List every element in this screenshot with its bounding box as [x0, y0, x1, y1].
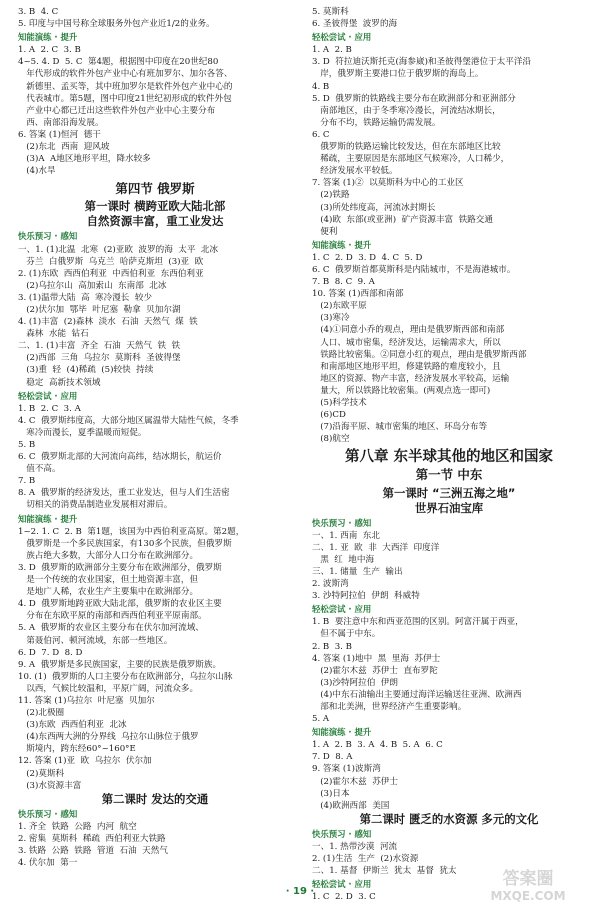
- answer-line: 第聂伯河、顿河流域，东部一些地区。: [18, 635, 173, 646]
- answer-line: 4. (1)丰富 (2)森林 淡水 石油 天然气 煤 铁: [18, 317, 198, 328]
- answer-line: 和南部地区地形平坦，修建铁路的难度较小，且: [312, 361, 501, 372]
- answer-block: [312, 6, 586, 30]
- answer-line: 部和北美洲，世界经济产生重要影响。: [312, 701, 467, 712]
- answer-block: [18, 821, 292, 869]
- answer-line: 2. 波斯湾: [312, 579, 349, 590]
- answer-line: 人口、城市密集，经济发达，运输需求大，所以: [312, 337, 501, 348]
- answer-line: 2. 密集 莫斯科 稀疏 西伯利亚大铁路: [18, 833, 166, 844]
- answer-line: 分布不均，铁路运输仍需发展。: [312, 117, 441, 128]
- answer-line: (5)科学技术: [312, 398, 367, 408]
- section-heading: 第四节 俄罗斯: [115, 181, 195, 197]
- section-heading: 第一节 中东: [415, 467, 483, 483]
- lesson-heading-line: 世界石油宝库: [414, 500, 484, 515]
- answer-line: (2)铁路: [312, 190, 350, 201]
- answer-line: (3)A A地区地形平坦，降水较多: [18, 154, 151, 165]
- answer-block: [312, 44, 586, 238]
- answer-line: 7. D 8. A: [312, 752, 353, 763]
- answer-line: 12. 答案 (1)亚 欧 乌拉尔 伏尔加: [18, 756, 152, 767]
- answer-line: 是一个传统的农业国家，但土地资源丰富，但: [18, 575, 199, 586]
- section-label: 轻松尝试 · 应用: [312, 879, 372, 890]
- answer-line: (3)所处纬度高，河流冰封期长: [312, 202, 436, 213]
- answer-line: 3. B 4. C: [18, 7, 59, 17]
- lesson-heading: [312, 486, 586, 516]
- answer-line: (2)东北 西南 迎风坡: [18, 142, 110, 153]
- left-column: [18, 6, 292, 869]
- answer-line: 2. B 3. B: [312, 641, 352, 652]
- answer-line: 3. (1)温带大陆 高 寒冷漫长 较少: [18, 292, 153, 303]
- answer-line: 1~2. 1. C 2. B 第1题，该国为中西伯利亚高原。第2题，: [18, 526, 245, 537]
- answer-block: [312, 252, 586, 446]
- answer-line: (2)霍尔木兹 苏伊士: [312, 776, 398, 787]
- answer-line: 寒冷而漫长，夏季温暖而短促。: [18, 427, 147, 438]
- answer-line: 3. 铁路 公路 铁路 管道 石油 天然气: [18, 846, 168, 856]
- answer-line: 值不高。: [18, 464, 61, 475]
- answer-line: 代表城市。第5题，图中印度21世纪初形成的软件外包: [18, 93, 232, 104]
- answer-line: 产业中心都已迁出这些软件外包产业中心主要分布: [18, 105, 216, 116]
- answer-line: 1. A 2. C 3. B: [18, 45, 81, 56]
- answer-line: (7)沿海平原、城市密集的地区、环岛分布等: [312, 422, 488, 433]
- right-column: [312, 6, 586, 903]
- watermark-en: MXQE.COM: [490, 889, 566, 903]
- answer-block: [18, 244, 292, 389]
- answer-line: 分布在东欧平原的南部和西西伯利亚平原南部。: [18, 611, 207, 622]
- answer-line: 6. 答案 (1)恒河 德干: [18, 129, 101, 140]
- answer-line: 二、1. 基督 伊斯兰 犹太 基督 犹太: [312, 866, 457, 877]
- answer-line: 三、1. 储量 生产 输出: [312, 566, 403, 577]
- answer-line: 经济发展水平较低。: [312, 166, 398, 177]
- watermark-logo: [470, 864, 586, 904]
- answer-line: (4)东西两大洲的分界线 乌拉尔山脉位于俄罗: [18, 732, 199, 743]
- answer-line: (4)欧洲西部 美国: [312, 800, 390, 811]
- answer-block: [312, 739, 586, 812]
- lesson-heading: [312, 812, 586, 827]
- answer-line: 1. C 2. D 3. D 4. C 5. D: [312, 252, 423, 263]
- answer-line: (3)日本: [312, 788, 350, 799]
- answer-line: 4. D 俄罗斯地跨亚欧大陆北部，俄罗斯的农业区主要: [18, 599, 222, 610]
- answer-line: (6)CD: [312, 410, 346, 421]
- answer-line: (3)重 轻 (4)稀疏 (5)较快 持续: [18, 365, 154, 376]
- answer-line: 稀疏，主要原因是东部地区气候寒冷，人口稀少，: [312, 154, 510, 165]
- answer-line: 1. A 2. B 3. A 4. B 5. A 6. C: [312, 740, 443, 751]
- answer-line: (3)沙特阿拉伯 伊朗: [312, 677, 398, 688]
- answer-line: 但不属于中东。: [312, 629, 381, 640]
- answer-line: 二、1. 亚 欧 非 大西洋 印度洋: [312, 542, 440, 553]
- answer-line: 3. D 符拉迪沃斯托克(海参崴)和圣彼得堡港位于太平洋沿: [312, 57, 532, 68]
- answer-line: 铁路比较密集。②同意小红的观点，理由是俄罗斯西部: [312, 349, 527, 360]
- answer-line: 新德里、孟买等，其中班加罗尔是软件外包产业中心的: [18, 81, 233, 92]
- section-label: 轻松尝试 · 应用: [312, 604, 372, 615]
- answer-line: 黑 红 地中海: [312, 554, 375, 565]
- answer-line: (2)莫斯科: [18, 768, 65, 779]
- answer-line: 一、1. (1)北温 北寒 (2)亚欧 波罗的海 太平 北冰: [18, 244, 219, 255]
- answer-line: 7. 答案 (1)② 以莫斯科为中心的工业区: [312, 178, 464, 189]
- answer-line: 10. 答案 (1)西部和南部: [312, 289, 404, 300]
- answer-line: 岸，俄罗斯主要港口位于俄罗斯的海岛上。: [312, 69, 484, 80]
- answer-line: (2)乌拉尔山 高加索山 东南部 北冰: [18, 280, 167, 291]
- answer-line: 以西，气候比较温和，平原广阔，河流众多。: [18, 683, 199, 694]
- answer-block: [312, 530, 586, 603]
- answer-line: 4. C 俄罗斯纬度高，大部分地区属温带大陆性气候，冬季: [18, 415, 239, 426]
- answer-line: 量大，所以铁路比较密集。(两观点选一即可): [312, 385, 491, 396]
- answer-line: 8. A 俄罗斯的经济发达，重工业发达，但与人们生活密: [18, 488, 230, 499]
- answer-line: 6. D 7. D 8. D: [18, 647, 83, 658]
- section-label: 轻松尝试 · 应用: [18, 390, 78, 401]
- chapter-heading: 第八章 东半球其他的地区和国家: [344, 449, 554, 466]
- watermark-cn: 答案圈: [502, 869, 554, 889]
- section-label: 快乐预习 · 感知: [18, 231, 78, 242]
- answer-block: [312, 616, 586, 725]
- answer-block: [18, 403, 292, 512]
- answer-line: 一、1. 西南 东北: [312, 530, 380, 541]
- answer-line: 俄罗斯的铁路运输比较发达，但在东部地区比较: [312, 142, 501, 153]
- answer-line: 是地广人稀，农业生产主要集中在欧洲部分。: [18, 587, 199, 598]
- lesson-heading-line: 第二课时 发达的交通: [101, 791, 209, 806]
- answer-line: 6. C 俄罗斯首都莫斯科是内陆城市，不是海港城市。: [312, 264, 516, 275]
- answer-line: 5. 印度与中国号称全球服务外包产业近1/2的业务。: [18, 19, 215, 30]
- answer-line: 1. 齐全 铁路 公路 内河 航空: [18, 821, 137, 832]
- answer-line: 南部地区，由于冬季寒冷漫长，河流结冰期长，: [312, 105, 501, 116]
- answer-line: 二、1. (1)丰富 齐全 石油 天然气 铁 铁: [18, 341, 181, 352]
- lesson-heading: [18, 792, 292, 807]
- answer-line: 族占绝大多数，大部分人口分布在欧洲部分。: [18, 550, 199, 561]
- answer-block: [18, 526, 292, 792]
- answer-line: 4. 答案 (1)地中 黑 里海 苏伊士: [312, 653, 441, 664]
- answer-line: 9. A 俄罗斯是多民族国家，主要的民族是俄罗斯族。: [18, 659, 222, 670]
- answer-line: 5. 莫斯科: [312, 7, 349, 17]
- answer-line: 9. 答案 (1)波斯湾: [312, 764, 381, 775]
- answer-line: 2. (1)生活 生产 (2)水资源: [312, 854, 419, 864]
- answer-line: 4. B: [312, 81, 330, 92]
- answer-line: 5. B: [18, 440, 36, 450]
- answer-line: 4~5. 4. D 5. C 第4题，根据图中印度在20世纪80: [18, 57, 219, 68]
- answer-line: (3)东欧 西西伯利亚 北冰: [18, 720, 127, 731]
- answer-line: 地区的资源、物产丰富，经济发展水平较高，运输: [312, 373, 510, 384]
- answer-line: 1. C 2. D 3. C: [312, 892, 376, 903]
- answer-line: 俄罗斯是一个多民族国家，有130多个民族，但俄罗斯: [18, 538, 232, 549]
- lesson-heading-line: 第一课时 “三洲五海之地”: [382, 485, 516, 500]
- answer-line: (4)欧 东部(或亚洲) 矿产资源丰富 铁路交通: [312, 214, 493, 225]
- answer-line: (3)水资源丰富: [18, 780, 82, 791]
- lesson-heading: [18, 199, 292, 229]
- answer-line: 5. A: [312, 714, 330, 725]
- section-label: 知能演练 · 提升: [18, 32, 78, 43]
- lesson-heading-line: 自然资源丰富，重工业发达: [86, 214, 224, 229]
- page-number: · 19 ·: [285, 886, 315, 897]
- lesson-heading-line: 第一课时 横跨亚欧大陆北部: [84, 199, 226, 214]
- section-label: 快乐预习 · 感知: [18, 808, 78, 819]
- answer-line: 3. 沙特阿拉伯 伊朗 科威特: [312, 591, 420, 602]
- answer-line: 5. D 俄罗斯的铁路线主要分布在欧洲部分和亚洲部分: [312, 93, 516, 104]
- answer-line: 6. C: [312, 129, 330, 140]
- answer-line: 10. (1) 俄罗斯的人口主要分布在欧洲部分，乌拉尔山脉: [18, 671, 233, 682]
- answer-line: 一、1. 热带沙漠 河流: [312, 841, 398, 852]
- section-label: 知能演练 · 提升: [312, 239, 372, 250]
- answer-line: 稳定 高新技术领域: [18, 377, 101, 388]
- answer-line: 西、南部沿海发展。: [18, 117, 104, 128]
- answer-line: 芬兰 白俄罗斯 乌克兰 哈萨克斯坦 (3)亚 欧: [18, 256, 204, 267]
- answer-line: 1. B 2. C 3. A: [18, 403, 81, 414]
- answer-line: 便利: [312, 226, 338, 237]
- answer-line: 斯境内，跨东经60°~160°E: [18, 744, 136, 755]
- answer-line: (2)北极圈: [18, 708, 65, 719]
- answer-line: 2. (1)东欧 西西伯利亚 中西伯利亚 东西伯利亚: [18, 268, 204, 279]
- answer-line: (4)中东石油输出主要通过海洋运输送往亚洲、欧洲西: [312, 689, 522, 700]
- answer-line: (2)东欧平原: [312, 301, 367, 312]
- section-label: 快乐预习 · 感知: [312, 517, 372, 528]
- answer-line: 1. A 2. B: [312, 45, 352, 56]
- answer-line: 5. A 俄罗斯的农业区主要分布在伏尔加河流域、: [18, 623, 204, 634]
- section-label: 快乐预习 · 感知: [312, 828, 372, 839]
- answer-line: 6. 圣彼得堡 波罗的海: [312, 19, 398, 30]
- section-label: 知能演练 · 提升: [18, 513, 78, 524]
- answer-line: 3. D 俄罗斯的欧洲部分主要分布在欧洲部分，俄罗斯: [18, 562, 222, 573]
- answer-line: 7. B: [18, 476, 36, 487]
- lesson-heading-line: 第二课时 匮乏的水资源 多元的文化: [359, 811, 539, 826]
- answer-line: (8)航空: [312, 434, 350, 445]
- answer-line: 11. 答案 (1)乌拉尔 叶尼塞 贝加尔: [18, 695, 155, 706]
- answer-line: (2)西部 三角 乌拉尔 莫斯科 圣彼得堡: [18, 353, 181, 364]
- answer-line: (4)①同意小乔的观点，理由是俄罗斯西部和南部: [312, 325, 505, 336]
- section-label: 知能演练 · 提升: [312, 727, 372, 738]
- answer-block: [18, 6, 292, 30]
- answer-line: 7. B 8. C 9. A: [312, 277, 375, 288]
- answer-block: [18, 44, 292, 177]
- section-label: 轻松尝试 · 应用: [312, 32, 372, 43]
- answer-line: 6. C 俄罗斯北部的大河流向高纬，结冰期长，航运价: [18, 452, 222, 463]
- answer-line: 年代形成的软件外包产业中心有班加罗尔、加尔各答、: [18, 69, 233, 80]
- answer-line: 4. 伏尔加 第一: [18, 858, 78, 869]
- answer-line: 1. B 要注意中东和西亚范围的区别。阿富汗属于西亚，: [312, 617, 524, 628]
- answer-line: (2)霍尔木兹 苏伊士 直布罗陀: [312, 665, 438, 676]
- answer-line: 切相关的消费品制造业发展相对滞后。: [18, 500, 173, 511]
- answer-line: (4)水旱: [18, 166, 56, 177]
- answer-line: (2)伏尔加 鄂毕 叶尼塞 勒拿 贝加尔湖: [18, 304, 181, 315]
- answer-line: (3)寒冷: [312, 313, 350, 324]
- answer-line: 森林 水能 钻石: [18, 329, 89, 340]
